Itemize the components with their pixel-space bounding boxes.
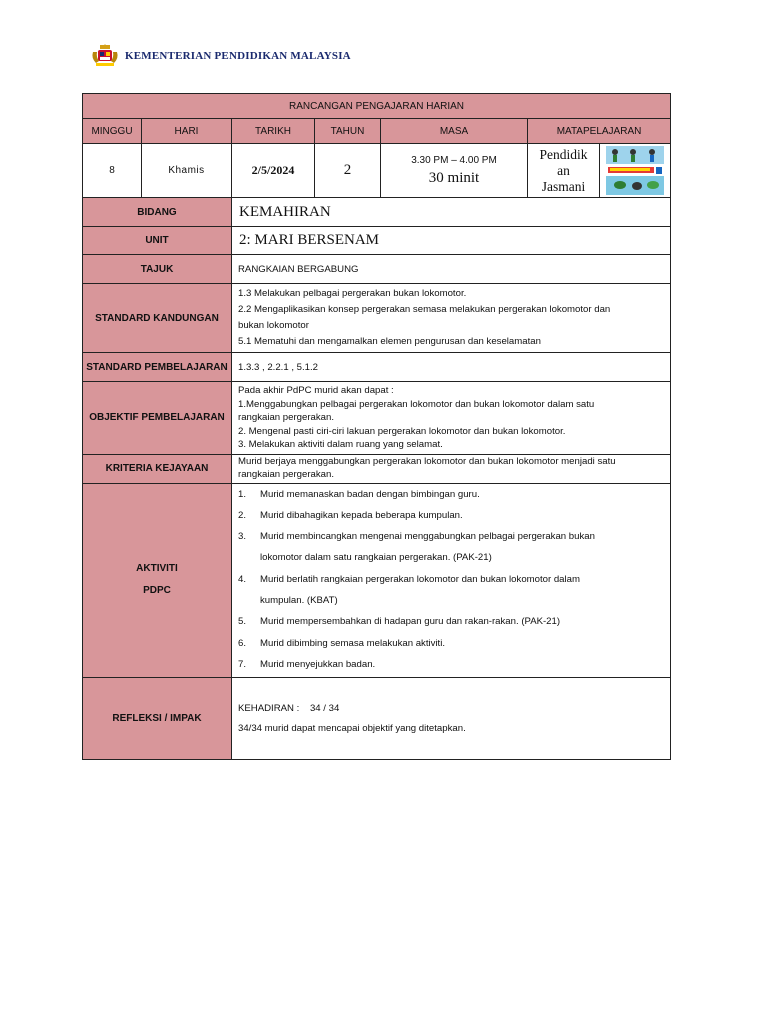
ministry-name: KEMENTERIAN PENDIDIKAN MALAYSIA bbox=[125, 50, 351, 62]
unit-label: UNIT bbox=[83, 227, 232, 255]
lesson-plan-table bbox=[82, 93, 671, 760]
sk-line: 2.2 Mengaplikasikan konsep pergerakan semasa melakukan pergerakan lokomotor dan bbox=[238, 304, 611, 315]
kriteria-value bbox=[232, 454, 671, 483]
kriteria-row bbox=[83, 454, 671, 483]
sk-line: bukan lokomotor bbox=[238, 320, 309, 331]
tahun-value: 2 bbox=[315, 144, 381, 198]
kriteria-line: Murid berjaya menggabungkan pergerakan lokomotor dan bukan lokomotor menjadi satu bbox=[238, 456, 616, 467]
sk-line: 5.1 Mematuhi dan mengamalkan elemen pengurusan dan keselamatan bbox=[238, 336, 541, 347]
col-masa: MASA bbox=[381, 119, 528, 144]
objektif-line: 3. Melakukan aktiviti dalam ruang yang selamat. bbox=[238, 439, 443, 450]
aktiviti-item: lokomotor dalam satu rangkaian pergerakan. (PAK-21) bbox=[260, 552, 492, 564]
col-tarikh: TARIKH bbox=[232, 119, 315, 144]
plan-title: RANCANGAN PENGAJARAN HARIAN bbox=[83, 94, 671, 119]
objektif-line: rangkaian pergerakan. bbox=[238, 412, 335, 423]
objektif-value bbox=[232, 382, 671, 455]
bidang-row bbox=[83, 198, 671, 227]
bidang-label: BIDANG bbox=[83, 198, 232, 227]
column-header-row bbox=[83, 119, 671, 144]
aktiviti-item: 5. Murid mempersembahkan di hadapan guru dan rakan-rakan. (PAK-21) bbox=[238, 616, 561, 628]
minggu-value: 8 bbox=[83, 144, 142, 198]
subject-line-3: Jasmani bbox=[541, 178, 586, 194]
col-hari: HARI bbox=[142, 119, 232, 144]
kehadiran-text: KEHADIRAN : 34 / 34 bbox=[238, 702, 340, 714]
unit-row bbox=[83, 227, 671, 255]
tajuk-label: TAJUK bbox=[83, 255, 232, 284]
tajuk-row bbox=[83, 255, 671, 284]
tajuk-value: RANGKAIAN BERGABUNG bbox=[232, 255, 671, 284]
standard-pembelajaran-label: STANDARD PEMBELAJARAN bbox=[83, 353, 232, 382]
bidang-value: KEMAHIRAN bbox=[232, 198, 671, 227]
subject-image-cell bbox=[600, 144, 671, 198]
objektif-row bbox=[83, 382, 671, 455]
objektif-line: Pada akhir PdPC murid akan dapat : bbox=[238, 385, 394, 396]
unit-value: 2: MARI BERSENAM bbox=[232, 227, 671, 255]
col-tahun: TAHUN bbox=[315, 119, 381, 144]
aktiviti-item: 1. Murid memanaskan badan dengan bimbingan guru. bbox=[238, 488, 480, 500]
refleksi-row bbox=[83, 678, 671, 760]
standard-kandungan-label: STANDARD KANDUNGAN bbox=[83, 284, 232, 353]
tarikh-value: 2/5/2024 bbox=[232, 144, 315, 198]
refleksi-label: REFLEKSI / IMPAK bbox=[83, 678, 232, 760]
objektif-line: 2. Mengenal pasti ciri-ciri lakuan pergerakan lokomotor dan bukan lokomotor. bbox=[238, 425, 566, 437]
malaysia-crest-icon bbox=[91, 44, 119, 68]
objektif-label: OBJEKTIF PEMBELAJARAN bbox=[83, 382, 232, 455]
aktiviti-item: 3. Murid membincangkan mengenai menggabungkan pelbagai pergerakan bukan bbox=[238, 531, 595, 543]
subject-name bbox=[528, 144, 600, 198]
aktiviti-item: 2. Murid dibahagikan kepada beberapa kumpulan. bbox=[238, 509, 463, 521]
aktiviti-row bbox=[83, 483, 671, 678]
aktiviti-label bbox=[83, 483, 232, 678]
lesson-details-row bbox=[83, 144, 671, 198]
standard-kandungan-value bbox=[232, 284, 671, 353]
masa-duration: 30 minit bbox=[428, 169, 480, 186]
kriteria-label: KRITERIA KEJAYAAN bbox=[83, 454, 232, 483]
aktiviti-list-cell bbox=[232, 483, 671, 678]
physical-education-banner-icon bbox=[605, 145, 665, 196]
hari-value: Khamis bbox=[142, 144, 232, 198]
aktiviti-item: kumpulan. (KBAT) bbox=[260, 594, 338, 606]
standard-pembelajaran-value: 1.3.3 , 2.2.1 , 5.1.2 bbox=[232, 353, 671, 382]
aktiviti-item: 7. Murid menyejukkan badan. bbox=[238, 658, 376, 670]
pdpc-title: PDPC bbox=[143, 585, 171, 597]
subject-line-2: an bbox=[557, 162, 570, 178]
col-matapelajaran: MATAPELAJARAN bbox=[528, 119, 671, 144]
masa-time: 3.30 PM – 4.00 PM bbox=[411, 154, 497, 166]
col-minggu: MINGGU bbox=[83, 119, 142, 144]
aktiviti-title: AKTIVITI bbox=[136, 563, 178, 575]
aktiviti-list bbox=[238, 484, 664, 676]
ministry-header bbox=[91, 43, 351, 69]
standard-pembelajaran-row bbox=[83, 353, 671, 382]
kriteria-line: rangkaian pergerakan. bbox=[238, 468, 335, 480]
aktiviti-item: 6. Murid dibimbing semasa melakukan aktiviti. bbox=[238, 637, 446, 649]
sk-line: 1.3 Melakukan pelbagai pergerakan bukan lokomotor. bbox=[238, 288, 467, 299]
refleksi-value bbox=[232, 678, 671, 760]
subject-line-1: Pendidik bbox=[539, 146, 588, 162]
standard-kandungan-row bbox=[83, 284, 671, 353]
masa-value bbox=[381, 144, 528, 198]
aktiviti-item: 4. Murid berlatih rangkaian pergerakan lokomotor dan bukan lokomotor dalam bbox=[238, 573, 580, 585]
objektif-line: 1.Menggabungkan pelbagai pergerakan lokomotor dan bukan lokomotor dalam satu bbox=[238, 398, 595, 410]
impak-text: 34/34 murid dapat mencapai objektif yang ditetapkan. bbox=[238, 722, 466, 734]
